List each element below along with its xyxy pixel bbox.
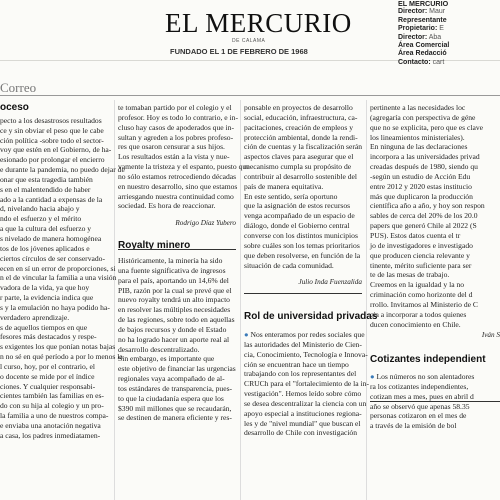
column-divider (114, 100, 115, 500)
text-line: ● Nos enteramos por redes sociales que (244, 330, 365, 340)
column-divider (240, 100, 241, 500)
letter-column-4 (370, 103, 500, 431)
letter-signature: Julio Inda Fuenzalida (298, 278, 362, 287)
letter-signature: Iván S (481, 331, 500, 340)
text-line: onar que esta tragedia también (0, 174, 93, 184)
text-line: CRUCh para el "fortalecimiento de la in- (244, 379, 369, 389)
staff-label: Área Redacció (398, 50, 447, 58)
staff-label: Área Comercial (398, 42, 450, 50)
staff-row (398, 50, 500, 58)
text-line: las autoridades del Ministerio de Cien- (244, 339, 362, 349)
text-line: vamente la tristeza y el espanto, puesto que (118, 162, 250, 172)
text-line: s exigentes los que ponían notas bajas (0, 342, 116, 352)
text-line: sables de cerca del 20% de los 20.0 (370, 211, 478, 221)
text-line: Creemos en la igualdad y la no (370, 280, 465, 290)
text-line: s y la emulación no haya podido ha- (0, 302, 110, 312)
text-line: que deben resolverse, en función de la (244, 250, 361, 260)
text-line: cluso hay casos de apoderados que in- (118, 122, 234, 132)
staff-row (398, 59, 500, 67)
text-line: fesores más destacados y respe- (0, 332, 97, 342)
text-line: r parte, la evidencia indica que (0, 293, 94, 303)
text-line: sultan y agreden a los pobres profeso- (118, 132, 234, 142)
staff-label: Representante (398, 16, 447, 24)
text-line: te de las mesas de trabajo. (370, 270, 450, 280)
text-line: contribuir al desarrollo sostenible del (244, 171, 358, 181)
letter-separator (370, 401, 500, 402)
text-line: apoyo especial a instituciones regiona- (244, 408, 362, 418)
letter-heading: Rol de universidad privadas (244, 311, 378, 323)
letter-column-3 (244, 103, 378, 438)
text-line: PUS). Estos datos cuenta el tr (370, 230, 461, 240)
text-line: para el país, aportando un 14,6% del (118, 275, 229, 285)
text-line: te tomaban partido por el colegio y el (118, 103, 232, 112)
text-line: ción de cuentas y la fiscalización serán (244, 142, 363, 152)
staff-row (398, 8, 500, 16)
text-line: converse con los distintos municipios (244, 230, 358, 240)
text-line: año se observó que apenas 58.35 (370, 401, 470, 411)
text-line: sociedad. Es hora de reaccionar. (118, 201, 216, 211)
text-line: cotizan mes a mes, pues en abril d (370, 391, 474, 401)
text-line: país de manera equitativa. (244, 181, 324, 191)
text-line: que producen ciencia relevante y (370, 250, 470, 260)
text-line: vadora de la vida, ya que hoy (0, 283, 90, 293)
text-line: no sólo estamos retrocediendo décadas (118, 171, 237, 181)
text-line: ce y sin obviar el peso que le cabe (0, 125, 104, 135)
text-line: o docente se mide por el índice (0, 371, 95, 381)
column-divider (366, 100, 367, 500)
text-line: ra los cotizantes independientes, (370, 381, 469, 391)
text-line: la familia a uno de nuestros compa- (0, 411, 109, 421)
text-line: s en el malentendido de haber (0, 184, 91, 194)
text-line: papers que generó Chile al 2022 (S (370, 221, 477, 231)
text-line: incorpora a las universidades privad (370, 152, 480, 162)
text-line: PIB, razón por la cual se prevé que el (118, 285, 232, 295)
text-line: pecto a los desastrosos resultados (0, 115, 102, 125)
staff-row (398, 34, 500, 42)
text-line: de las regiones, sobre todo en aquellas (118, 315, 235, 325)
text-line: les y de "nivel mundial" que buscan el (244, 418, 361, 428)
text-line: social, educación, infraestructura, ca- (244, 112, 358, 122)
staff-label: Director: (398, 33, 428, 41)
text-line: se destinen de manera eficiente y res- (118, 413, 232, 423)
letter-column-2 (118, 103, 250, 423)
text-line: situación de cada comunidad. (244, 260, 334, 270)
staff-value: Aba (427, 33, 442, 41)
text-line: no ha logrado hacer un aporte real al (118, 334, 230, 344)
text-line: creadas después de 1980, siendo qu (370, 162, 478, 172)
text-line: nuevo royalty tendrá un alto impacto (118, 295, 230, 305)
text-line: cia, Conocimiento, Tecnología e Innova- (244, 349, 368, 359)
staff-value: E (437, 25, 444, 33)
text-line: do con su hija al colegio y un pro- (0, 401, 104, 411)
text-line: a través de la emisión de bol (370, 421, 457, 431)
text-line: aspectos claves para asegurar que el (244, 152, 354, 162)
founded-date: FUNDADO EL 1 DE FEBRERO DE 1968 (170, 47, 308, 56)
text-line: desarrollo de Chile con investigación (244, 428, 358, 438)
text-line: ción política -sobre todo el sector- (0, 135, 104, 145)
text-line: e durante la pandemia, no puedo dejar de (0, 165, 125, 175)
text-line: profesor. Hoy es todo lo contrario, e in- (118, 112, 238, 122)
text-line: pertinente a las necesidades loc (370, 103, 466, 112)
text-line: criminación como horizonte del d (370, 290, 473, 300)
text-line: una fuente significativa de ingresos (118, 265, 226, 275)
text-line: cientes también las familias en es- (0, 391, 104, 401)
text-line: ecen en sí un error de proporciones, si (0, 263, 116, 273)
letter-separator (244, 293, 362, 294)
staff-title: EL MERCURIO (398, 0, 449, 8)
staff-box (398, 0, 500, 67)
text-line: s nivelado de manera homogénea (0, 233, 102, 243)
text-line: personas cotizaron en el mes de (370, 411, 467, 421)
text-line: rrollo. Invitamos al Ministerio de C (370, 299, 478, 309)
text-line: este objetivo de financiar las urgencias (118, 364, 236, 374)
text-line: a que la cultura del esfuerzo y (0, 224, 92, 234)
text-line: ponsable en proyectos de desarrollo (244, 103, 353, 112)
text-line: ciertos círculos de ser conservado- (0, 253, 106, 263)
text-line: pacitaciones, creación de empleos y (244, 122, 354, 132)
text-line: -según un estudio de Acción Edu (370, 171, 471, 181)
text-line: n no sé en qué período a por lo menos la (0, 352, 123, 362)
text-line: de bajos recursos y donde el Estado (118, 324, 227, 334)
text-line: ciones. Y cualquier responsabi- (0, 381, 96, 391)
text-line: científica año a año, y hoy son respon (370, 201, 485, 211)
text-line: ado a la cantidad a expensas de la (0, 194, 103, 204)
text-line: tinente, mérito suficiente para ser (370, 260, 472, 270)
text-line: Históricamente, la minería ha sido (118, 255, 223, 265)
newspaper-logo: EL MERCURIO (165, 8, 352, 38)
text-line: los lineamientos ministeriales). (370, 132, 465, 142)
text-line: arriesgando nuestra continuidad como (118, 191, 234, 201)
staff-row (398, 25, 500, 33)
text-line: d, nivelando hacia abajo y (0, 204, 80, 214)
text-line: entre 2012 y 2020 estas institucio (370, 181, 472, 191)
text-line: Sin embargo, es importante que (118, 354, 215, 364)
text-line: En ninguna de las declaraciones (370, 142, 468, 152)
text-line: tos estándares de transparencia, pues- (118, 383, 233, 393)
staff-value: Maur (427, 8, 446, 16)
text-line: s de aquellos tiempos en que (0, 322, 88, 332)
text-line: $390 mil millones que se recaudarán, (118, 403, 232, 413)
text-line: ción se encuentran hace un tiempo (244, 359, 349, 369)
text-line: que la asignación de estos recursos (244, 201, 351, 211)
letter-signature: Rodrigo Díaz Yubero (175, 219, 236, 228)
text-line: a casa, los padres inmediatamen- (0, 430, 101, 440)
text-line: protección ambiental, donde la rendi- (244, 132, 358, 142)
text-line: sobre cuáles son los temas prioritarios (244, 240, 360, 250)
text-line: que no se explicita, pero que es clave (370, 122, 484, 132)
section-rule (0, 95, 500, 96)
text-line: desarrollo descentralizado. (118, 344, 200, 354)
text-line: voy que estén en el Gobierno, de ha- (0, 145, 112, 155)
text-line: diálogo, donde el Gobierno central (244, 221, 350, 231)
staff-label: Director: (398, 8, 428, 16)
text-line: vestigación". Hemos leído sobre cómo (244, 389, 362, 399)
text-line: Los resultados están a la vista y nue- (118, 152, 230, 162)
text-line: en resolver las múltiples necesidades (118, 305, 231, 315)
text-line: venga acompañado de un espacio de (244, 211, 355, 221)
letter-column-1 (0, 102, 125, 441)
text-line: ducen conocimiento en Chile. (370, 319, 461, 329)
letter-separator (118, 249, 236, 250)
staff-row (398, 17, 500, 25)
text-line: res que osaron censurar a sus hijos. (118, 142, 225, 152)
text-line: se desea descentralizar la ciencia con un (244, 398, 367, 408)
text-line: ndo el esfuerzo y el mérito (0, 214, 82, 224)
text-line: to que la ciudadanía espera que los (118, 393, 224, 403)
text-line: (agregaría con perspectiva de géne (370, 112, 476, 122)
paragraph-bullet-icon: ● (370, 372, 377, 382)
letter-heading: Royalty minero (118, 240, 191, 252)
text-line: cia a incorporar a todos quienes (370, 309, 467, 319)
text-line: n el de vincular la familia a una visión (0, 273, 117, 283)
text-line: l curso, hoy, por el contrario, el (0, 361, 96, 371)
text-line: En este sentido, sería oportuno (244, 191, 338, 201)
newspaper-logo-subtitle: DE CALAMA (232, 38, 266, 44)
text-line: más que duplicaron la producción (370, 191, 473, 201)
staff-label: Propietario: (398, 25, 438, 33)
text-line: esionado por prolongar el encierro (0, 155, 105, 165)
staff-value: cart (430, 58, 445, 66)
letter-heading: oceso (0, 102, 29, 113)
section-title: Correo (0, 80, 37, 95)
text-line: mecanismo cumpla su propósito de (244, 162, 352, 172)
letter-heading: Cotizantes independient (370, 354, 486, 366)
text-line: verdadero aprendizaje. (0, 312, 70, 322)
text-line: trabajando con los representantes del (244, 369, 357, 379)
text-line: en nuestro desarrollo, sino que estamos (118, 181, 238, 191)
text-line: e enviaba una anotación negativa (0, 421, 101, 430)
text-line: jo de investigadores e investigado (370, 240, 473, 250)
paragraph-bullet-icon: ● (244, 330, 251, 340)
text-line: ● Los números no son alentadores (370, 372, 475, 382)
text-line: tos de los jóvenes aplicados e (0, 243, 90, 253)
text-line: regionales vaya acompañado de al- (118, 374, 225, 384)
staff-label: Contacto: (398, 58, 431, 66)
